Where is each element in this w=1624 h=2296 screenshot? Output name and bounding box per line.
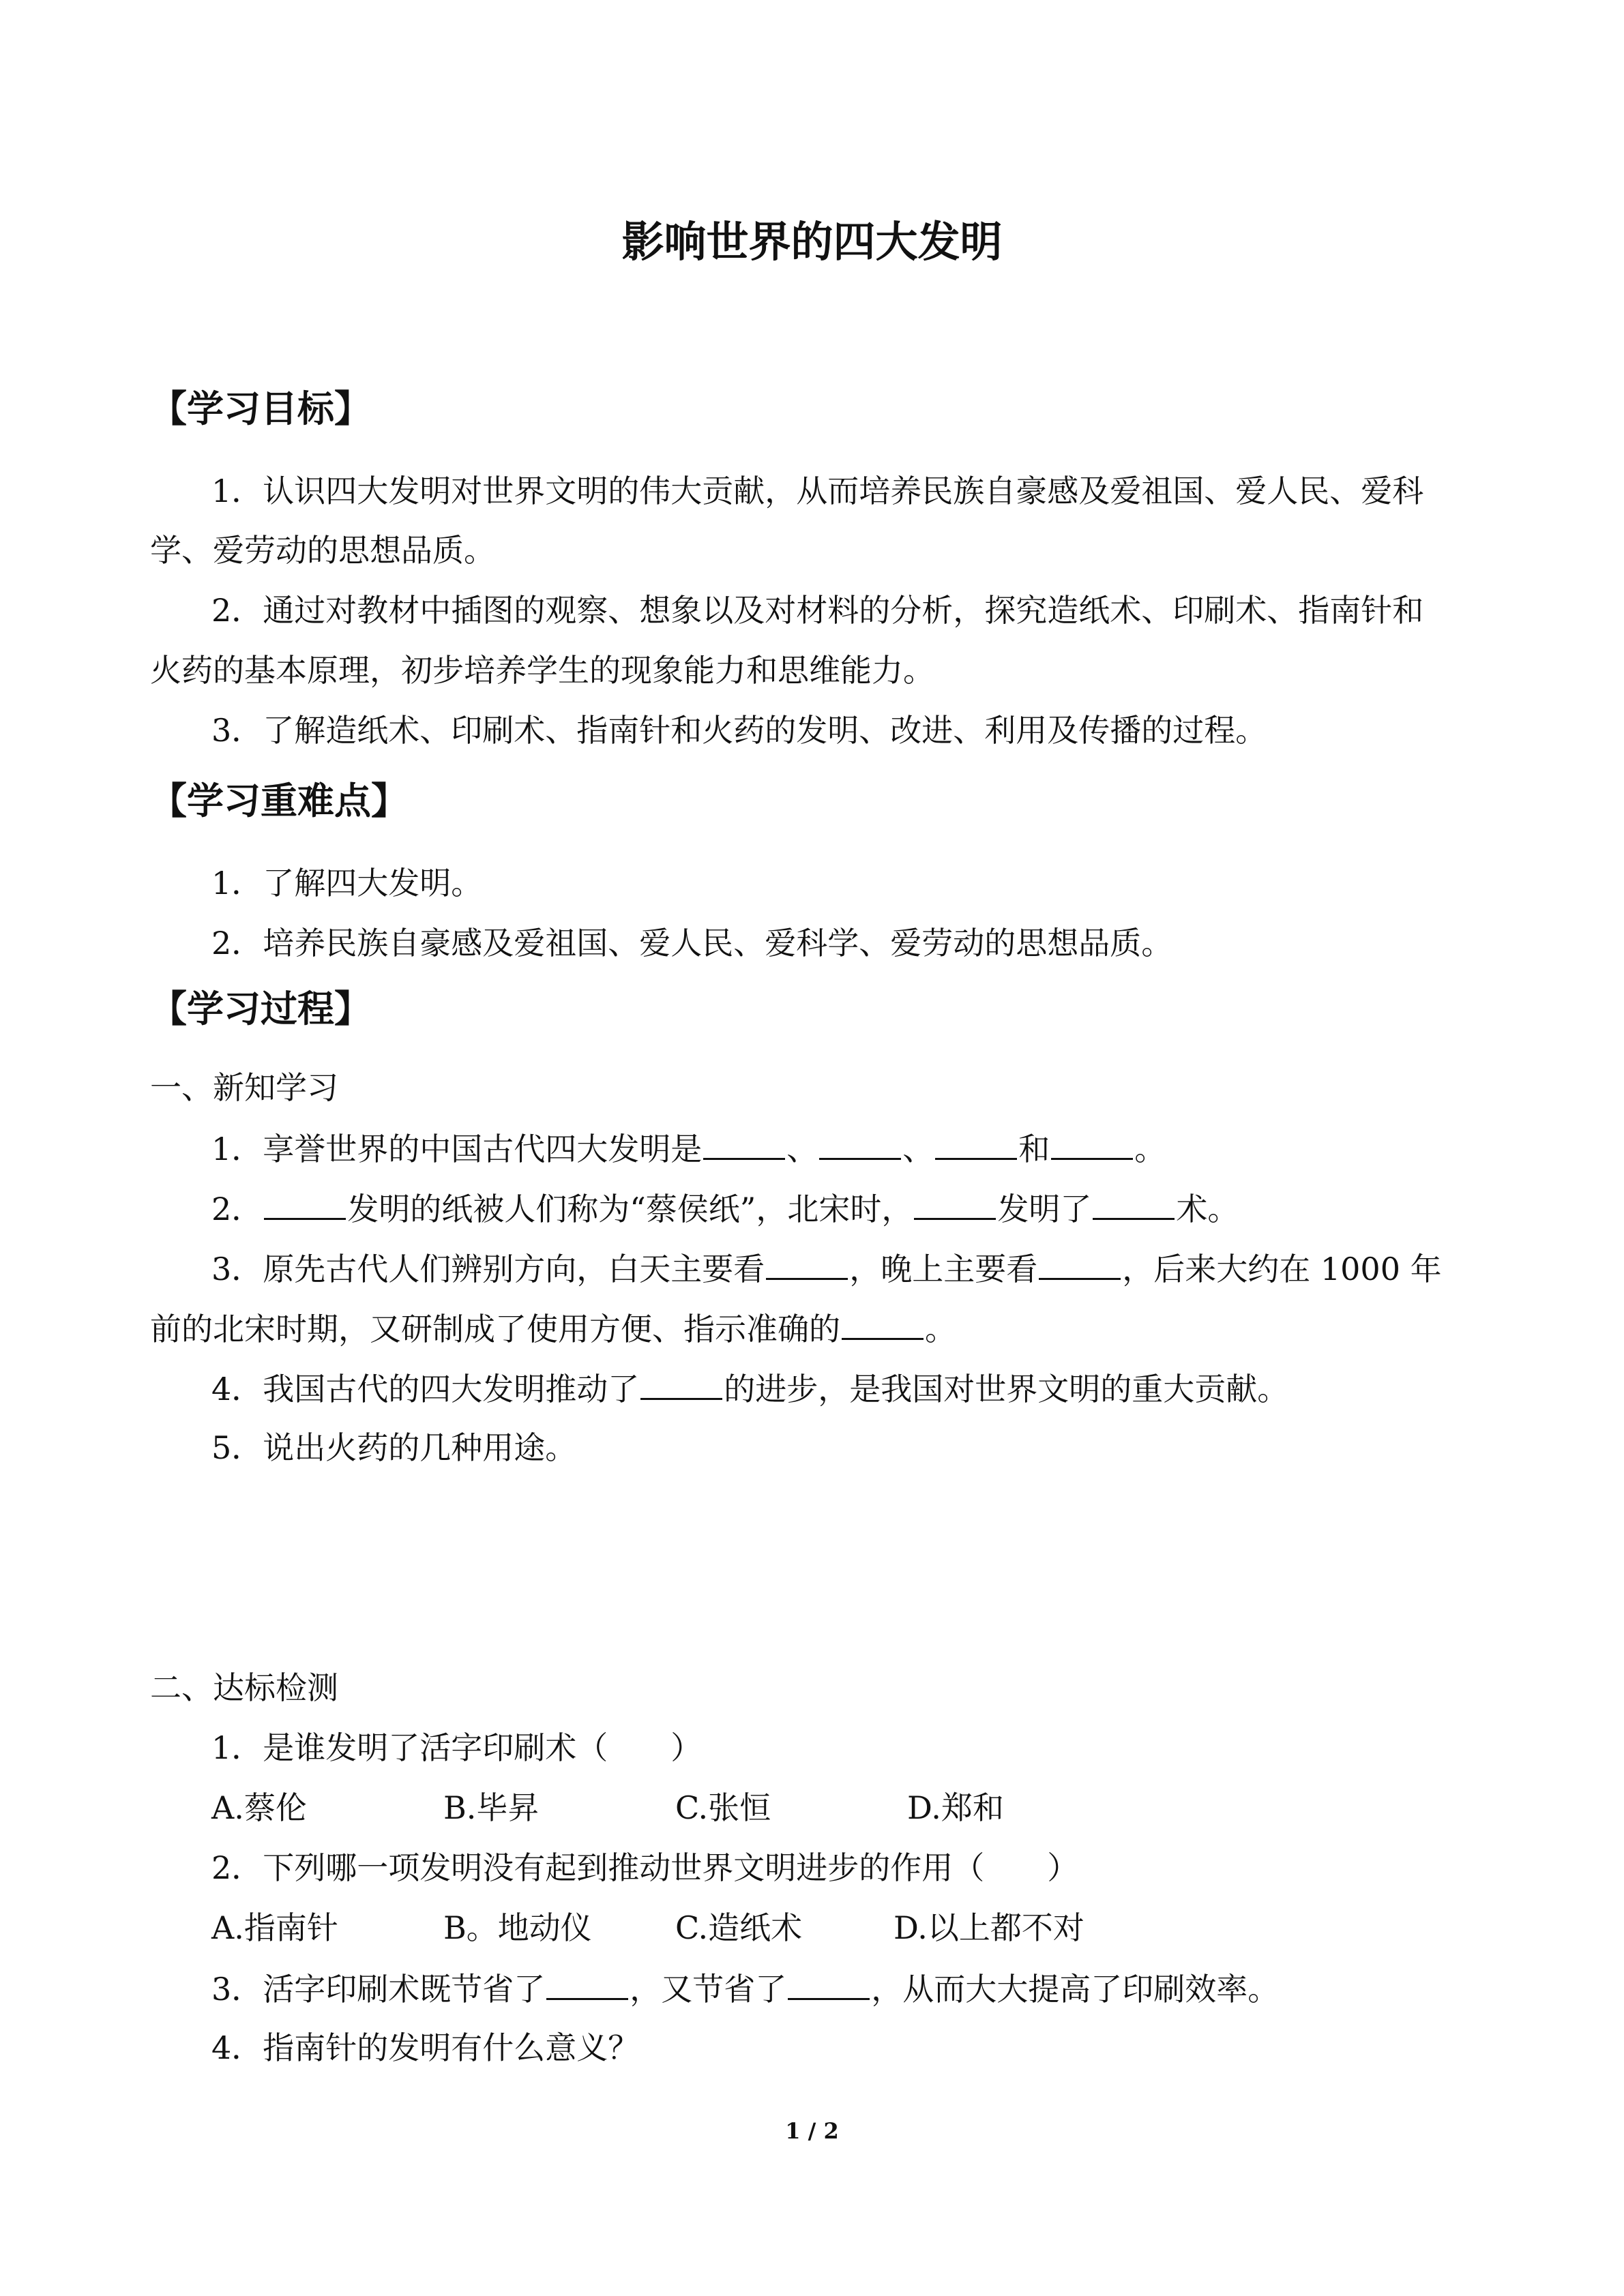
option-d[interactable]: D.郑和	[907, 1789, 1004, 1826]
q2-text: 发明的纸被人们称为“蔡侯纸”，北宋时，	[347, 1191, 913, 1227]
q3-cont-text: 前的北宋时期，又研制成了使用方便、指示准确的	[150, 1311, 840, 1347]
answer-blank[interactable]	[264, 1184, 346, 1220]
q3-text: 3．原先古代人们辨别方向，白天主要看	[211, 1251, 765, 1287]
answer-blank[interactable]	[788, 1964, 870, 2000]
q3-text: 3．活字印刷术既节省了	[211, 1971, 546, 2008]
q2-text: 发明了	[997, 1191, 1092, 1227]
page-title: 影响世界的四大发明	[621, 217, 1003, 267]
goals-heading: 【学习目标】	[150, 387, 371, 430]
q3-text: ，晚上主要看	[849, 1251, 1038, 1287]
part1-q3	[211, 1244, 1473, 1293]
part1-q3-cont	[150, 1304, 1412, 1353]
page-number: 1 / 2	[785, 2118, 839, 2144]
answer-blank[interactable]	[703, 1124, 785, 1160]
goal-line-1: 1．认识四大发明对世界文明的伟大贡献，从而培养民族自豪感及爱祖国、爱人民、爱科	[211, 473, 1424, 509]
part2-q4: 4．指南针的发明有什么意义？	[211, 2029, 640, 2066]
option-c[interactable]: C.张恒	[675, 1789, 771, 1826]
part1-q5: 5．说出火药的几种用途。	[211, 1429, 577, 1466]
q1-end: 。	[1134, 1131, 1166, 1167]
q4-text: 4．我国古代的四大发明推动了	[211, 1371, 640, 1407]
part2-q2-options	[211, 1904, 1473, 1952]
part1-q4	[211, 1364, 1473, 1413]
q1-sep: 和	[1018, 1131, 1050, 1167]
option-b[interactable]: B。地动仪	[443, 1909, 592, 1946]
process-heading: 【学习过程】	[150, 987, 371, 1030]
option-b[interactable]: B.毕昇	[443, 1789, 540, 1826]
part1-q1	[211, 1124, 1473, 1173]
q1-sep: 、	[786, 1131, 818, 1167]
q2-end: 术。	[1176, 1191, 1239, 1227]
goal-line-5: 3．了解造纸术、印刷术、指南针和火药的发明、改进、利用及传播的过程。	[211, 712, 1267, 749]
q3-text: ，后来大约在 1000 年	[1122, 1251, 1442, 1287]
key-point-1: 1．了解四大发明。	[211, 865, 483, 901]
part1-q2	[211, 1184, 1473, 1233]
goal-line-3: 2．通过对教材中插图的观察、想象以及对材料的分析，探究造纸术、印刷术、指南针和	[211, 592, 1424, 629]
q3-end: 。	[925, 1311, 956, 1347]
part2-q1-options	[211, 1784, 1473, 1832]
answer-blank[interactable]	[1093, 1184, 1175, 1220]
answer-blank[interactable]	[819, 1124, 901, 1160]
goal-line-2: 学、爱劳动的思想品质。	[150, 532, 495, 569]
key-points-heading: 【学习重难点】	[150, 779, 408, 822]
answer-blank[interactable]	[640, 1364, 722, 1400]
key-point-2: 2．培养民族自豪感及爱祖国、爱人民、爱科学、爱劳动的思想品质。	[211, 925, 1173, 961]
part2-title: 二、达标检测	[150, 1669, 338, 1706]
answer-blank[interactable]	[546, 1964, 628, 2000]
answer-blank[interactable]	[766, 1244, 848, 1280]
q1-text: 1．享誉世界的中国古代四大发明是	[211, 1131, 703, 1167]
option-c[interactable]: C.造纸术	[675, 1909, 803, 1946]
q1-sep: 、	[902, 1131, 934, 1167]
answer-blank[interactable]	[1039, 1244, 1121, 1280]
q3-text: ，从而大大提高了印刷效率。	[871, 1971, 1280, 2008]
part1-title: 一、新知学习	[150, 1069, 338, 1106]
option-a[interactable]: A.蔡伦	[211, 1789, 307, 1826]
part2-q2: 2．下列哪一项发明没有起到推动世界文明进步的作用（ ）	[211, 1849, 1079, 1886]
answer-blank[interactable]	[935, 1124, 1017, 1160]
goal-line-4: 火药的基本原理，初步培养学生的现象能力和思维能力。	[150, 652, 934, 689]
q2-num: 2．	[211, 1191, 263, 1227]
q3-text: ，又节省了	[630, 1971, 787, 2008]
q4-text: 的进步，是我国对世界文明的重大贡献。	[724, 1371, 1289, 1407]
answer-blank[interactable]	[914, 1184, 996, 1220]
option-d[interactable]: D.以上都不对	[894, 1909, 1084, 1946]
answer-blank[interactable]	[842, 1304, 924, 1340]
option-a[interactable]: A.指南针	[211, 1909, 338, 1946]
part2-q3	[211, 1964, 1473, 2013]
answer-blank[interactable]	[1051, 1124, 1133, 1160]
part2-q1: 1．是谁发明了活字印刷术（ ）	[211, 1729, 703, 1766]
